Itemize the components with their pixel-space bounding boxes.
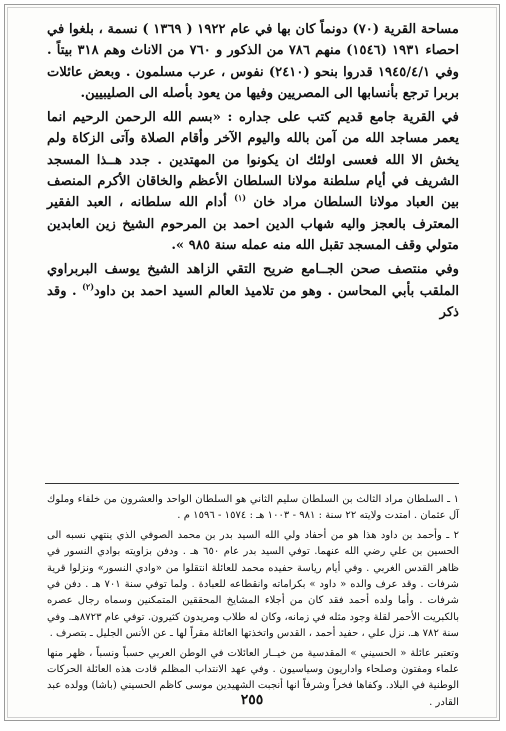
paragraph-shrine bbox=[47, 259, 459, 323]
paragraph-shrine-end: . وقد ذكر bbox=[47, 283, 459, 320]
paragraph-mosque-text: في القرية جامع قديم كتب على جداره : «بسم الله الرحمن الرحيم انما يعمر مساجد الله من آمن بالله واليوم الآخر وأقام الصلاة وآتى الزكاة ولم يخش الا الله فعسى اولئك ان يكونوا من المهتدين . جدد هــذا المسجد الشريف في أيام سلطنة مولانا السلطان الأعظم والخاقان الأكرم المنصف بين العباد مولانا السلطان مراد خان bbox=[47, 110, 459, 211]
paragraph-mosque-text-cont: أدام الله سلطانه ، العبد الفقير المعترف بالعجز واليه شهاب الدين احمد بن المرحوم الشيخ زين العابدين متولي وقف المسجد تقبل الله منه عمله سنة ٩٨٥ ». bbox=[47, 195, 459, 253]
book-page bbox=[4, 4, 500, 721]
footnote-3: وتعتبر عائلة « الحسيني » المقدسية من خيــار العائلات في الوطن العربي حسباً ونسباً ، ظهر منها علماء ومفتون وصلحاء واداريون وسياسيون . وفي عهد الانتداب المظلم قادت هذه العائلة الحركات الوطنية في البلاد. وكفاها فخراً وشرفاً انها أنجبت الشهيدين موسى كاظم الحسيني (باشا) وولده عبد القادر . bbox=[47, 647, 459, 708]
paragraph-mosque-inscription bbox=[47, 107, 459, 256]
main-text bbox=[47, 19, 459, 323]
footnote-2: ٢ ـ وأحمد بن داود هذا هو من أحفاد ولي الله السيد بدر بن محمد الصوفي الذي ينتهي نسبه الى الحسين بن علي رضي الله عنهما. توفي السيد بدر عام ٦٥٠ هـ . ودفن بزاويته بوادي النسور في ظاهر القدس الغربي . وفي أيام رياسة حفيده محمد للعائلة انتقلوا من «وادي النسور» ونزلوا قرية شرفات . وقد عرف والده « داود » بكراماته وانقطاعه للعبادة . ولما توفي سنة ٧٠١ هـ . دفن في شرفات . وأما ولده أحمد فقد كان من أجلاء المشايخ المحققين المتمكنين وسماه رجال عصره بالكبريت الأحمر لقلة وجود مثله في زمانه، وكان له طلاب ومريدون كثيرون. توفي عام ٨٧٢٣هـ. وفي سنة ٧٨٢ هـ. نزل علي ، حفيد أحمد ، القدس واتخذتها العائلة مقراً لها ـ عن الأنس الجليل ـ بتصرف . bbox=[47, 529, 460, 640]
footnote-divider bbox=[45, 483, 459, 484]
footnotes bbox=[47, 492, 459, 711]
footnote-ref-1: (١) bbox=[234, 192, 247, 203]
page-number: ٢٥٥ bbox=[240, 692, 264, 708]
footnote-1: ١ ـ السلطان مراد الثالث بن السلطان سليم الثاني هو السلطان الواحد والعشرون من خلفاء وملوك آل عثمان . امتدت ولايته ٢٢ سنة : ٩٨١ - ١٠٠٣ هـ : ١٥٧٤ - ١٥٩٦ م . bbox=[47, 494, 459, 522]
paragraph-population: مساحة القرية (٧٠) دونماً كان بها في عام ١٩٢٢ ( ١٣٦٩ ) نسمة ، بلغوا في احصاء ١٩٣١ (١٥٤٦) منهم ٧٨٦ من الذكور و ٧٦٠ من الاناث وهم ٣١٨ بيتاً . وفي ١٩٤٥/٤/١ قدروا بنحو (٢٤١٠) نفوس ، عرب مسلمون . وبعض عائلات بربرا ترجع بأنسابها الى المصريين وفيها من يعود بأصله الى الصليبيين. bbox=[47, 22, 460, 101]
footnote-ref-2: (٢) bbox=[82, 281, 95, 292]
paragraph-shrine-text: وفي منتصف صحن الجــامع ضريح التقي الزاهد الشيخ يوسف البربراوي الملقب بأبي المحاسن . وهو من تلاميذ العالم السيد احمد بن داود bbox=[47, 262, 460, 299]
